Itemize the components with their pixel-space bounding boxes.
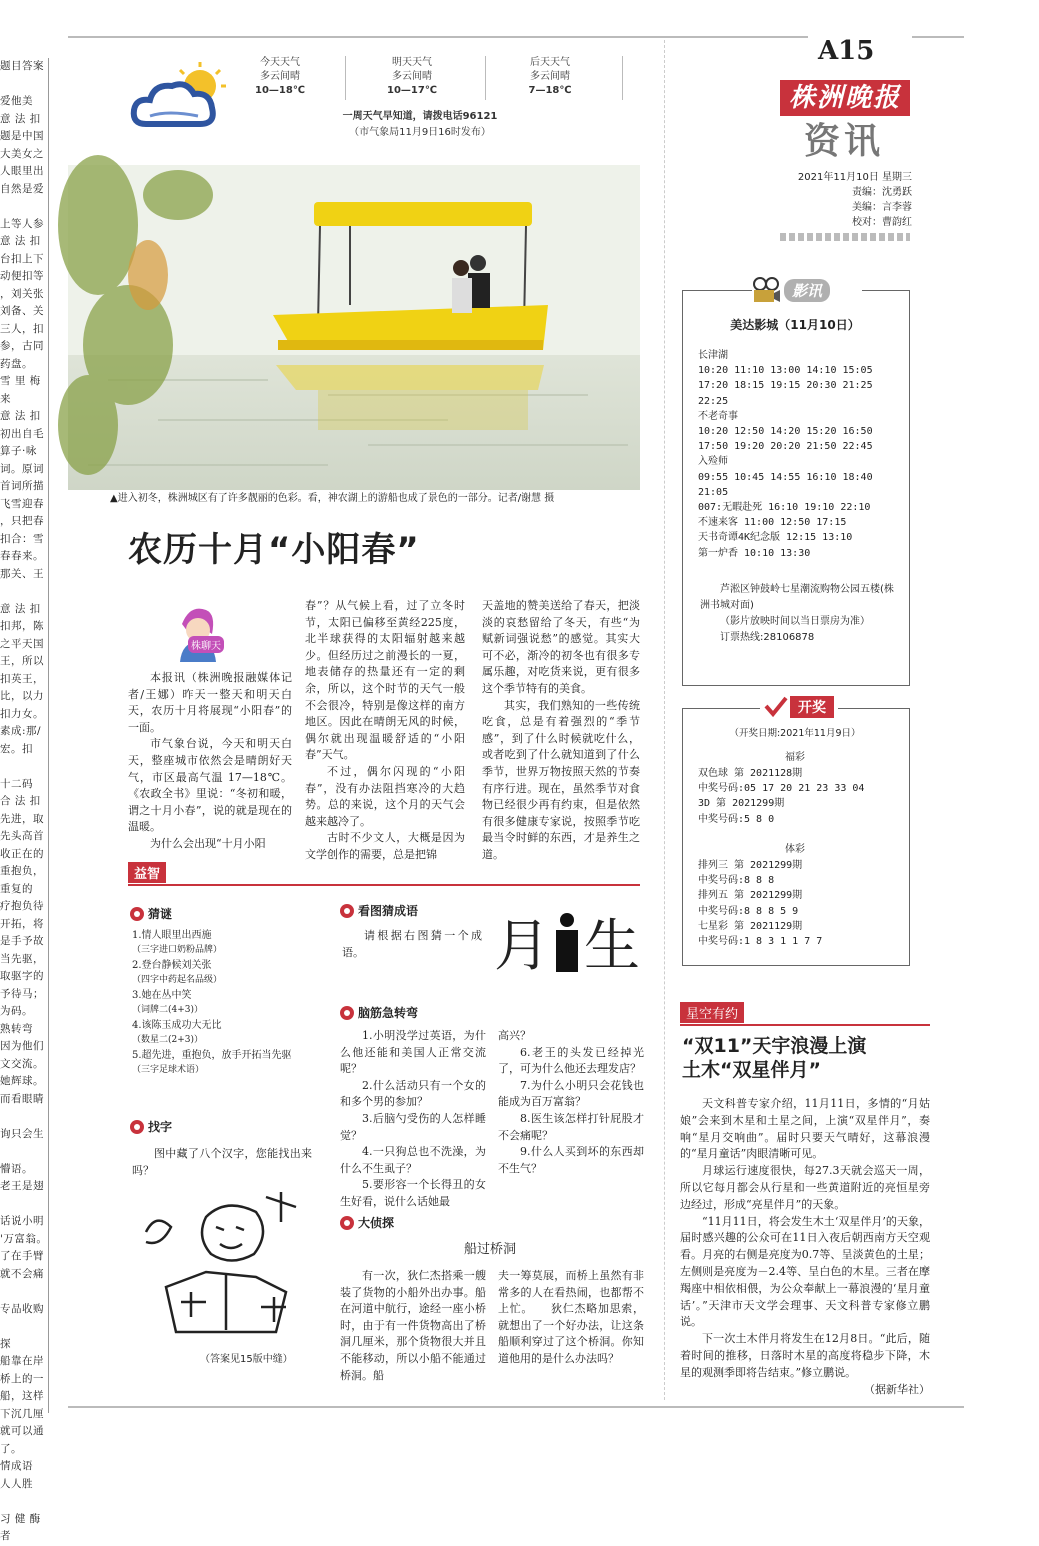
picture-idiom-heading xyxy=(340,902,418,919)
strip-line: '万富翁。 xyxy=(0,1232,48,1245)
star-paragraph: 下一次土木伴月将发生在12月8日。“此后，随着时间的推移，日落时木星的高度将稳步下降，木星的观测季即将告结束。”修立鹏说。 xyxy=(680,1332,930,1379)
weather-tomorrow xyxy=(372,56,452,98)
strip-line: 大美女之 xyxy=(0,147,44,160)
riddle-item: 3.她在丛中笑 xyxy=(132,990,192,1001)
strip-line: 收正在的 xyxy=(0,847,44,860)
strip-line: 题是中国 xyxy=(0,130,44,142)
weather-divider xyxy=(622,56,623,100)
strip-line: 扣邦，陈 xyxy=(0,620,44,632)
article-paragraph: 市气象台说，今天和明天白天，整座城市依然会是晴朗好天气，市区最高气温 17—18℃。《农政全书》里说：“冬初和暖，谓之十月小春”，说的就是现在的温暖。 xyxy=(128,737,292,834)
star-paragraph: 月球运行速度很快，每27.3天就会巡天一周，所以它每月都会从行星和一些黄道附近的亮恒星旁边经过，形成“亮星伴月”的天象。 xyxy=(680,1164,930,1211)
strip-line: 她辉球。 xyxy=(0,1075,44,1087)
weather-today-condition: 多云间晴 xyxy=(260,71,300,82)
showtimes: 17:20 18:15 19:15 20:30 21:25 xyxy=(698,380,873,392)
strip-line: 文交流。 xyxy=(0,1057,44,1070)
strip-line: 那关、王 xyxy=(0,567,44,580)
strip-line: 自然是爱 xyxy=(0,182,44,195)
article-paragraph: 春”？从气候上看，过了立冬时节，太阳已偏移至黄经225度，北半球获得的太阳辐射越来越少。但经历过之前漫长的一夏，地表储存的热量还有一定的剩余，所以，这个时节的天气一般不会很冷，特别是像这样的南方地区。因此在晴朗无风的时候，偶尔就出现温暖舒适的“小阳春”天气。 xyxy=(305,599,465,762)
yizhi-header xyxy=(128,862,640,886)
weather-after-label: 后天天气 xyxy=(530,57,570,68)
strip-line xyxy=(0,1493,48,1511)
strip-line: 是手予故 xyxy=(0,935,44,947)
weather-today-temp: 10—18℃ xyxy=(255,85,305,96)
strip-line: 熟转弯 xyxy=(0,1022,33,1035)
brain-heading xyxy=(340,1004,418,1021)
find-paragraph: 图中藏了八个汉字，您能找出来吗？ xyxy=(132,1147,312,1177)
lottery-tag xyxy=(760,696,838,718)
brain-col-1 xyxy=(340,1028,486,1211)
bullet-icon xyxy=(340,1216,354,1230)
strip-line: 询只会生 xyxy=(0,1127,44,1140)
masthead-credits xyxy=(782,170,912,230)
strip-line: 首词所描 xyxy=(0,480,44,492)
checkmark-icon xyxy=(764,696,788,718)
movie-title: 长津湖 xyxy=(698,350,728,361)
strip-line: 意 法 扣 xyxy=(0,410,41,422)
showtimes: 09:55 10:45 14:55 16:10 18:40 xyxy=(698,471,873,483)
strip-line xyxy=(0,1143,48,1161)
picture-idiom-paragraph: 请根据右图猜一个成语。 xyxy=(342,929,482,959)
riddle-hint: （四字中药起名品级） xyxy=(132,975,223,985)
cinema-phone: 订票热线:28106878 xyxy=(720,632,815,643)
weather-hotline: 一周天气早知道，请拨电话96121 xyxy=(342,111,498,122)
strip-line: 来 xyxy=(0,392,11,405)
cinema-tag xyxy=(752,276,862,304)
ticai-results xyxy=(698,858,904,949)
riddle-item: 4.该陈玉成功大无比 xyxy=(132,1020,222,1031)
detective-subtitle: 船过桥洞 xyxy=(463,1242,516,1257)
article-paragraph: 为什么会出现“十月小阳 xyxy=(150,836,266,850)
cinema-title: 美达影城（11月10日） xyxy=(730,318,860,332)
strip-line: 专品收购 xyxy=(0,1302,44,1315)
lottery-numbers: 中奖号码:8 8 8 5 9 xyxy=(698,905,799,917)
detective-heading xyxy=(340,1214,394,1231)
detective-col-2 xyxy=(498,1268,644,1368)
showtimes: 10:20 11:10 13:00 14:10 15:05 xyxy=(698,365,873,377)
strip-line: 下沉几厘 xyxy=(0,1407,44,1420)
star-headline-line1: “双11”天宇浪漫上演 xyxy=(682,1035,867,1057)
movie-showtimes: 007:无暇赴死 16:10 19:10 22:10 xyxy=(698,502,871,514)
brain-question: 3.后脑勺受伤的人怎样睡觉？ xyxy=(340,1111,486,1142)
strip-line: 先进，取 xyxy=(0,812,44,825)
strip-line: 话说小明 xyxy=(0,1215,44,1227)
strip-line: 王，所以 xyxy=(0,655,44,667)
strip-line: 桥上的一 xyxy=(0,1372,44,1385)
strip-line: 先头高首 xyxy=(0,830,44,842)
showtimes: 22:25 xyxy=(698,395,729,407)
strip-line: 十二码 xyxy=(0,777,33,790)
star-headline-line2: 土木“双星伴月” xyxy=(682,1059,821,1081)
strip-line: 情成语 xyxy=(0,1460,33,1472)
star-headline xyxy=(682,1034,866,1082)
strip-line: 当先驱， xyxy=(0,952,44,965)
strip-line xyxy=(0,76,48,94)
strip-line: 者 xyxy=(0,1530,11,1542)
cinema-address: 芦淞区钟鼓岭七星潮流购物公园五楼(株洲书城对面) xyxy=(700,584,894,611)
article-headline: 农历十月“小阳春” xyxy=(128,530,420,570)
photo-caption: ▲进入初冬，株洲城区有了许多靓丽的色彩。看，神农湖上的游船也成了景色的一部分。记者/谢慧 摄 xyxy=(110,493,555,504)
strip-line: 动便扣等 xyxy=(0,270,44,282)
lottery-issue: 3D 第 2021299期 xyxy=(698,798,785,810)
ticai-title: 体彩 xyxy=(785,844,805,855)
strip-line xyxy=(0,758,48,776)
strip-line: 初出自毛 xyxy=(0,427,44,440)
strip-line: ，刘关张 xyxy=(0,287,44,300)
riddle-heading xyxy=(130,905,172,922)
movie-title: 入殓师 xyxy=(698,456,728,468)
strip-line: 扣英王， xyxy=(0,672,44,685)
issue-date: 2021年11月10日 星期三 xyxy=(797,172,912,183)
strip-line: 飞雪迎春 xyxy=(0,497,44,510)
paper-logo: 株洲晚报 xyxy=(780,80,910,116)
strip-line: 台扣上下 xyxy=(0,252,44,265)
weather-tomorrow-label: 明天天气 xyxy=(392,57,432,68)
film-camera-icon xyxy=(752,277,780,303)
lottery-date: （开奖日期:2021年11月9日） xyxy=(729,728,861,739)
cinema-note: （影片放映时间以当日票房为准） xyxy=(720,616,870,627)
lottery-issue: 排列三 第 2021299期 xyxy=(698,860,803,871)
weather-cloud-icon xyxy=(128,58,238,138)
strip-line: 就不会痛 xyxy=(0,1267,44,1280)
picture-idiom-text xyxy=(342,928,482,961)
strip-line: 扣合：雪 xyxy=(0,532,44,545)
strip-line: 重复的 xyxy=(0,882,33,895)
detective-paragraph: 夫一筹莫展，而桥上虽然有非常多的人在看热闹，也都帮不上忙。 狄仁杰略加思索，就想出了一个好办法，让这条船顺利穿过了这个桥洞。你知道他用的是什么办法吗？ xyxy=(498,1269,644,1365)
weather-after-temp: 7—18℃ xyxy=(528,85,572,96)
bullet-icon xyxy=(130,1120,144,1134)
brain-question: 7.为什么小明只会花钱也能成为百万富翁？ xyxy=(498,1078,644,1109)
bullet-icon xyxy=(340,904,354,918)
find-heading xyxy=(130,1118,172,1135)
bullet-icon xyxy=(130,907,144,921)
moon-glyph: 月 xyxy=(494,914,550,979)
column-badge: 株聊天 xyxy=(188,636,224,653)
find-title: 找字 xyxy=(148,1120,173,1134)
movie-showtimes: 第一炉香 10:10 13:30 xyxy=(698,547,811,559)
riddle-item: 5.超先进，重抱负，放手开拓当先驱 xyxy=(132,1050,292,1061)
strip-line: 为码。 xyxy=(0,1005,33,1017)
riddle-hint: （数星二(2+3)） xyxy=(132,1035,204,1045)
riddle-list xyxy=(132,928,332,1078)
strip-line: 人眼里出 xyxy=(0,165,44,177)
strip-line: ，只把春 xyxy=(0,515,44,527)
strip-line: 参，古同 xyxy=(0,340,44,352)
strip-line: 了在手臂 xyxy=(0,1250,44,1262)
strip-line xyxy=(0,198,48,216)
strip-line: 习 健 酶 xyxy=(0,1512,41,1525)
detective-paragraph: 有一次，狄仁杰搭乘一艘装了货物的小船外出办事。船在河道中航行，途经一座小桥时，由于有一件货物高出了桥洞几厘米，那个货物很大并且不能移动，所以小船不能通过桥洞。船 xyxy=(340,1269,486,1382)
movie-showtimes: 不速来客 11:00 12:50 17:15 xyxy=(698,517,847,529)
strip-line: 船，这样 xyxy=(0,1390,44,1402)
person-icon xyxy=(554,912,580,972)
picture-idiom-title: 看图猜成语 xyxy=(358,904,419,918)
lottery-numbers: 中奖号码:1 8 3 1 1 7 7 xyxy=(698,936,823,948)
riddle-title: 猜谜 xyxy=(148,907,173,921)
weather-after xyxy=(510,56,590,98)
strip-line: 药盘。 xyxy=(0,357,33,370)
strip-line: 宏。扣 xyxy=(0,742,33,755)
fucai-title: 福彩 xyxy=(785,752,805,763)
cinema-tag-label: 影讯 xyxy=(784,279,830,302)
weather-divider xyxy=(485,56,486,100)
brain-question: 8.医生该怎样打针屁股才不会痛呢？ xyxy=(498,1111,644,1142)
article-paragraph: 天盖地的赞美送给了春天，把淡淡的哀愁留给了冬天，有些“为赋新词强说愁”的感觉。其实大可不必，渐冷的初冬也有很多专属乐趣，对吃货来说，更有很多这个季节特有的美食。 xyxy=(482,599,640,695)
strip-line: 扣力女。 xyxy=(0,707,44,720)
strip-line: 雪 里 梅 xyxy=(0,375,41,387)
top-rule xyxy=(68,36,808,38)
article-col-3 xyxy=(482,598,640,864)
lottery-issue: 排列五 第 2021299期 xyxy=(698,890,803,902)
strip-line xyxy=(0,1283,48,1301)
reporter-avatar xyxy=(172,604,248,664)
bullet-icon xyxy=(340,1006,354,1020)
star-paragraph: 天文科普专家介绍，11月11日，多情的“月姑娘”会来到木星和土星之间，上演“双星伴月”，奏响“星月交响曲”。届时只要天气晴好，这幕浪漫的“星月童话”肉眼清晰可见。 xyxy=(680,1097,930,1161)
strip-line: 意 法 扣 xyxy=(0,602,41,615)
lottery-issue: 七星彩 第 2021129期 xyxy=(698,920,803,932)
strip-line: 算子·咏 xyxy=(0,445,37,457)
strip-line: 老王是翅 xyxy=(0,1180,44,1192)
proofreader-credit: 校对：曹韵红 xyxy=(852,217,912,228)
strip-line: 予待马； xyxy=(0,987,44,1000)
brain-question: 高兴？ xyxy=(498,1029,531,1042)
strip-line: 开拓，将 xyxy=(0,917,44,930)
strip-line: 就可以通 xyxy=(0,1425,44,1437)
weather-source: （市气象局11月9日16时发布） xyxy=(349,127,491,138)
weather-divider xyxy=(345,56,346,100)
strip-line: 三人，扣 xyxy=(0,322,44,335)
yizhi-tag: 益智 xyxy=(128,862,166,883)
brain-question: 4.一只狗总也不洗澡，为什么不生虱子？ xyxy=(340,1145,486,1175)
riddle-item: 2.登台静候刘关张 xyxy=(132,960,212,971)
bottom-rule xyxy=(68,1406,964,1408)
strip-line: 意 法 扣 xyxy=(0,112,41,125)
fucai-results xyxy=(698,766,904,827)
strip-line: 词。原词 xyxy=(0,462,44,475)
weather-tomorrow-temp: 10—17℃ xyxy=(387,85,437,96)
find-answer-note: （答案见15版中缝） xyxy=(200,1354,293,1365)
brain-title: 脑筋急转弯 xyxy=(358,1006,419,1020)
page-number: A15 xyxy=(818,36,875,66)
strip-line: 重抱负， xyxy=(0,865,44,877)
strip-line xyxy=(0,1108,48,1126)
weather-tomorrow-condition: 多云间晴 xyxy=(392,71,432,82)
strip-line: 之平天国 xyxy=(0,637,44,650)
brain-question: 2.什么活动只有一个女的和多个男的参加？ xyxy=(340,1078,486,1109)
strip-line: 春春来。 xyxy=(0,550,44,562)
article-paragraph: 本报讯（株洲晚报融媒体记者/王娜）昨天一整天和明天白天，农历十月将展现“小阳春”的一面。 xyxy=(128,671,292,734)
art-editor-credit: 美编：言李蓉 xyxy=(852,202,912,213)
showtimes: 17:50 19:20 20:20 21:50 22:45 xyxy=(698,441,873,453)
showtimes: 10:20 12:50 14:20 15:20 16:50 xyxy=(698,426,873,438)
strip-line: 意 法 扣 xyxy=(0,235,41,247)
find-text xyxy=(132,1146,312,1179)
star-header xyxy=(680,1002,930,1026)
brain-question: 9.什么人买到坏的东西却不生气？ xyxy=(498,1145,644,1175)
section-title: 资讯 xyxy=(804,120,885,162)
strip-line: 懵语。 xyxy=(0,1162,33,1175)
strip-line: 因为他们 xyxy=(0,1040,44,1052)
movie-showtimes: 天书奇谭4K纪念版 12:15 13:10 xyxy=(698,532,853,544)
strip-line: 船靠在岸 xyxy=(0,1355,44,1367)
strip-line: 刘备、关 xyxy=(0,305,44,317)
star-body xyxy=(680,1096,930,1398)
strip-line: 了。 xyxy=(0,1442,22,1455)
article-col-2 xyxy=(305,598,465,864)
strip-line: 取驱字的 xyxy=(0,970,44,982)
picture-idiom-image xyxy=(494,902,644,982)
brain-question: 6.老王的头发已经掉光了，可为什么他还去理发店？ xyxy=(498,1045,644,1076)
article-paragraph: 古时不少文人，大概是因为文学创作的需要，总是把锦 xyxy=(305,831,465,861)
detective-col-1 xyxy=(340,1268,486,1384)
riddle-hint: （词牌二(4+3)） xyxy=(132,1005,204,1015)
cinema-schedule xyxy=(698,348,904,561)
previous-page-strip xyxy=(0,58,49,1542)
lottery-tag-label: 开奖 xyxy=(790,696,834,718)
masthead-pattern xyxy=(780,233,910,241)
article-paragraph: 其实，我们熟知的一些传统吃食，总是有着强烈的“季节感”，到了什么时候就吃什么，或者吃到了什么就知道到了什么季节，世界万物按照天然的节奏有序行进。现在，虽然季节对食物已经很少再有约束，但是依然有很多健康专家说，按照季节吃最当令时鲜的东西，才是养生之道。 xyxy=(482,698,640,861)
strip-line xyxy=(0,1318,48,1336)
star-paragraph: “11月11日，将会发生木土‘双星伴月’的天象，届时感兴趣的公众可在11日入夜后朝西南方天空观看。月亮的右侧是亮度为0.7等、呈淡黄色的土星；左侧则是亮度为－2.4等、呈白色的木星。三者在摩羯座中相依相偎，为公众奉献上一幕浪漫的‘星月童话’。”天津市天文学会理事、天文科普专家修立鹏说。 xyxy=(680,1214,930,1329)
editor-credit: 责编：沈勇跃 xyxy=(852,187,912,198)
lottery-numbers: 中奖号码:8 8 8 xyxy=(698,875,775,887)
brain-question: 5.要形容一个长得丑的女生好看，说什么话她最 xyxy=(340,1178,486,1208)
lottery-numbers: 中奖号码:05 17 20 21 23 33 04 xyxy=(698,783,865,795)
brain-question: 1.小明没学过英语，为什么他还能和美国人正常交流呢？ xyxy=(340,1029,486,1076)
strip-line: 而看眼睛 xyxy=(0,1092,44,1105)
strip-line: 人人胜 xyxy=(0,1477,33,1490)
star-tag: 星空有约 xyxy=(680,1002,744,1023)
article-col-1 xyxy=(128,670,292,853)
weather-today-label: 今天天气 xyxy=(260,57,300,68)
movie-title: 不老奇事 xyxy=(698,410,738,422)
strip-line xyxy=(0,583,48,601)
strip-line: 素成:那/ xyxy=(0,725,42,737)
find-char-cartoon xyxy=(136,1192,312,1342)
top-rule-right xyxy=(912,36,964,38)
riddle-hint: （三字进口奶粉品牌） xyxy=(132,945,223,955)
riddle-hint: （三字足球术语） xyxy=(132,1065,205,1075)
weather-after-condition: 多云间晴 xyxy=(530,71,570,82)
star-source: （据新华社） xyxy=(864,1382,930,1396)
lottery-numbers: 中奖号码:5 8 0 xyxy=(698,813,775,825)
strip-line: 题目答案 xyxy=(0,60,44,72)
strip-line: 合 法 扣 xyxy=(0,795,41,807)
strip-line: 比，以力 xyxy=(0,690,44,702)
strip-line: 探 xyxy=(0,1337,11,1350)
article-paragraph: 不过，偶尔闪现的“小阳春”，没有办法阻挡寒冷的大趋势。总的来说，这个月的天气会越来越冷了。 xyxy=(305,764,465,828)
riddle-item: 1.情人眼里出西施 xyxy=(132,930,212,941)
strip-line: 疗抱负待 xyxy=(0,900,44,912)
column-divider xyxy=(664,40,665,1400)
sheng-glyph: 生 xyxy=(584,914,640,979)
showtimes: 21:05 xyxy=(698,486,729,498)
lake-boat-photo xyxy=(68,165,640,490)
strip-line: 爱他美 xyxy=(0,95,33,107)
strip-line: 上等人参 xyxy=(0,217,44,230)
detective-title: 大侦探 xyxy=(358,1216,395,1230)
strip-line xyxy=(0,1196,48,1214)
weather-today xyxy=(240,56,320,98)
lottery-issue: 双色球 第 2021128期 xyxy=(698,768,803,779)
brain-col-2 xyxy=(498,1028,644,1177)
